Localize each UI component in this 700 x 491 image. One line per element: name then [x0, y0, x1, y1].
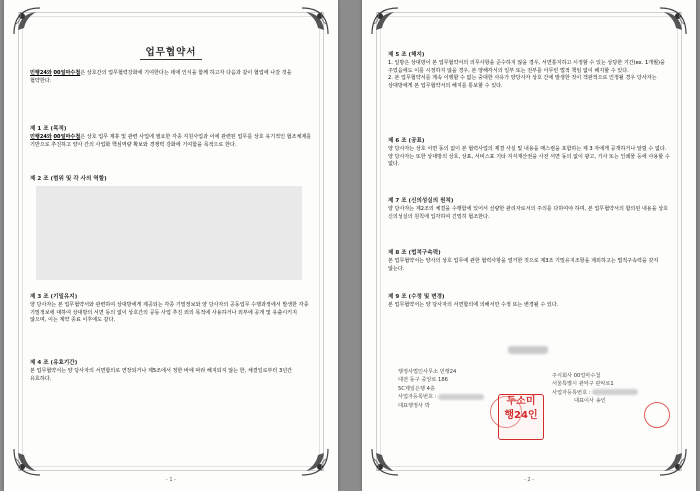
corner-ornament-icon	[370, 6, 400, 36]
article-5: 제 5 조 (해지) 1. 일방은 상대방이 본 업무협약서의 의무사항을 준수하지 않을 경우, 서면통지하고 시정할 수 있는 상당한 기간(ex. 1개월)을 주었음에도 이를 시정하지 않을 경우, 본 양해각서의 일부 또는 전부를 아무런 법적 책임 없이 해지할 수 있다. 2. 본 업무협약서를 계속 이행할 수 없는 중대한 사유가 양당사자 상호 간에 발생한 것이 객관적으로 인정될 경우 당사자는 상대방에게 본 업무협약서의 해지를 통보할 수 있다.	[388, 50, 672, 90]
page-number: - 1 -	[166, 477, 176, 483]
article-1-heading: 제 1 조 (목적)	[30, 126, 67, 132]
article-3: 제 3 조 (기밀유지) 양 당사자는 본 업무협약서와 관련하여 상대방에게 제공되는 각종 기밀정보와 양 당사자의 공동업무 수행과정에서 발생한 각종 기밀정보에 대하여 상대방의 서면 동의 없이 상호간의 공동 사업 추진 외의 목적에 사용하거나 외부에 공개 및 유출시키지 않으며, 이는 계약 종료 이후에도 같다.	[30, 292, 314, 325]
document-page-1	[4, 0, 338, 491]
article-4: 제 4 조 (유효기간) 본 업무협약서는 양 당사자의 서면합의로 연장되거나 제5조에서 정한 바에 따라 해지되지 않는 한, 체결일로부터 3년간 유효하다.	[30, 358, 314, 383]
corner-ornament-icon	[12, 447, 42, 477]
article-7-heading: 제 7 조 (신의성실의 원칙)	[388, 198, 454, 204]
article-3-heading: 제 3 조 (기밀유지)	[30, 294, 78, 300]
article-8: 제 8 조 (법적구속력) 본 업무협약서는 양사의 상호 업무에 관한 협력사항을 열거한 것으로 제3조 기밀유지조항을 제외하고는 법적구속력을 갖지 않는다.	[388, 248, 672, 273]
signature-block-right: 주식회사 00얼마수첩 서울특별시 관악구 관악로1 사업자등록번호 : 대표이사 송인	[552, 372, 638, 406]
article-6: 제 6 조 (공표) 양 당사자는 상호 서면 동의 없이 본 협력사업의 제결 사실 및 내용을 매스컴을 포함하는 제 3 자에게 공개하거나 알릴 수 없다. 양 당사자는 또한 상대방의 상호, 상표, 서비스표 기타 지식재산권을 사전 서면 동의 없이 광고, 기사 또는 인쇄물 등에 사용할 수 없다.	[388, 136, 672, 169]
article-6-heading: 제 6 조 (공표)	[388, 138, 425, 144]
corner-ornament-icon	[12, 6, 42, 36]
document-page-2	[362, 0, 696, 491]
article-2	[30, 174, 314, 184]
corner-ornament-icon	[370, 447, 400, 477]
corner-ornament-icon	[658, 6, 688, 36]
article-1: 제 1 조 (목적) 민행24와 00얼마수첩은 상호 업무 제휴 및 관련 사업에 필요한 각종 지원사업과 이에 관련된 업무를 상호 유기적인 협조체제를 기반으로 추진하고 양사 간의 사업화 핵심역량 확보와 경쟁력 강화에 기여함을 목적으로 한다.	[30, 124, 314, 149]
article-9-heading: 제 9 조 (수정 및 변경)	[388, 294, 445, 300]
article-9: 제 9 조 (수정 및 변경) 본 업무협약서는 양 당사자의 서면합의에 의해서만 수정 또는 변경될 수 있다.	[388, 292, 672, 310]
corner-ornament-icon	[658, 447, 688, 477]
article-8-heading: 제 8 조 (법적구속력)	[388, 250, 441, 256]
page-number: - 2 -	[524, 477, 534, 483]
document-title: 업무협약서	[4, 44, 338, 58]
redacted-block	[36, 186, 302, 280]
seal-stamp: 두소미 행24인	[498, 394, 544, 440]
corner-ornament-icon	[300, 447, 330, 477]
intro-paragraph: 민행24와 00얼마수첩은 상호간의 업무협력강화에 기여한다는 데에 인식을 함께 하고자 다음과 같이 협업에 나갈 것을 협약한다.	[30, 70, 292, 84]
signature-block-left: 행정사법인사무소 민행24 대전 동구 중앙로 186 5C제일은행 4층 사업자등록번호 : 대표행정사 박	[398, 368, 484, 410]
article-7: 제 7 조 (신의성실의 원칙) 양 당사자는 제2조의 체결을 수행함에 있어서 선량한 관리자로서의 주의를 다하여야 하며, 본 업무협약서의 합의된 내용을 상호 신의성실의 원칙에 입각하여 긴밀히 협조한다.	[388, 196, 672, 221]
article-2-heading: 제 2 조 (범위 및 각 사의 역할)	[30, 176, 107, 182]
corporate-seal-icon	[644, 402, 670, 428]
article-5-heading: 제 5 조 (해지)	[388, 52, 425, 58]
article-4-heading: 제 4 조 (유효기간)	[30, 360, 78, 366]
blurred-date	[508, 346, 548, 354]
corner-ornament-icon	[300, 6, 330, 36]
